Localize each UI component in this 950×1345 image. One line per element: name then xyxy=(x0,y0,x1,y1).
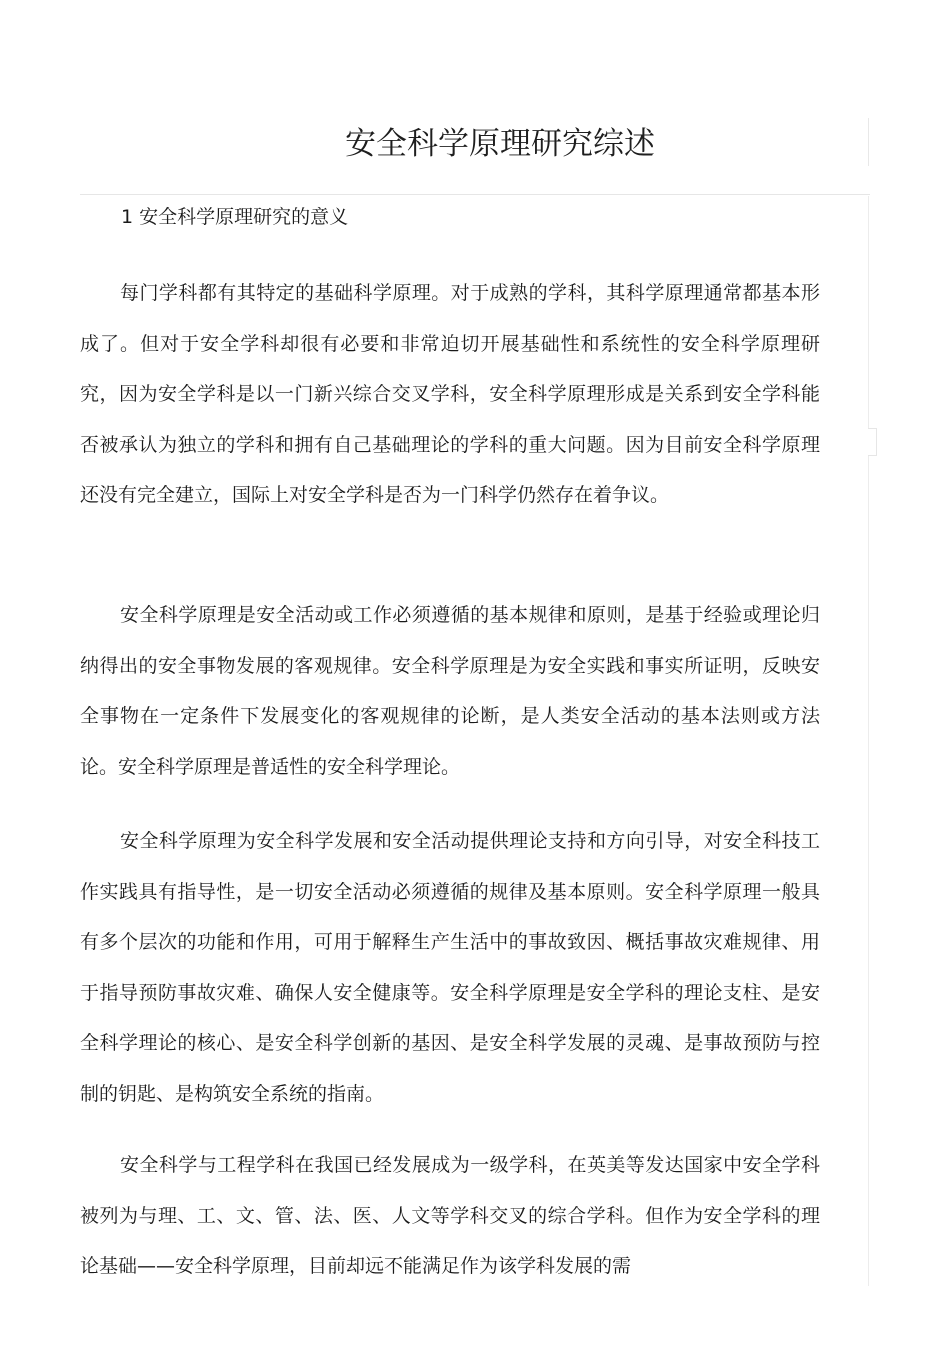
header-divider xyxy=(80,194,870,195)
paragraph-3: 安全科学原理为安全科学发展和安全活动提供理论支持和方向引导，对安全科技工作实践具有指导性，是一切安全活动必须遵循的规律及基本原则。安全科学原理一般具有多个层次的功能和作用，可用于解释生产生活中的事故致因、概括事故灾难规律、用于指导预防事故灾难、确保人安全健康等。安全科学原理是安全学科的理论支柱、是安全科学理论的核心、是安全科学创新的基因、是安全科学发展的灵魂、是事故预防与控制的钥匙、是构筑安全系统的指南。 xyxy=(80,830,820,1105)
page-edge-notch xyxy=(868,428,877,456)
paragraph-1: 每门学科都有其特定的基础科学原理。对于成熟的学科，其科学原理通常都基本形成了。但对于安全学科却很有必要和非常迫切开展基础性和系统性的安全科学原理研究，因为安全学科是以一门新兴综合交叉学科，安全科学原理形成是关系到安全学科能否被承认为独立的学科和拥有自己基础理论的学科的重大问题。因为目前安全科学原理还没有完全建立，国际上对安全学科是否为一门科学仍然存在着争议。 xyxy=(80,282,820,506)
document-title: 安全科学原理研究综述 xyxy=(345,126,655,162)
page-edge-line xyxy=(868,196,869,1286)
paragraph-2: 安全科学原理是安全活动或工作必须遵循的基本规律和原则，是基于经验或理论归纳得出的安全事物发展的客观规律。安全科学原理是为安全实践和事实所证明，反映安全事物在一定条件下发展变化的客观规律的论断，是人类安全活动的基本法则或方法论。安全科学原理是普适性的安全科学理论。 xyxy=(80,604,820,778)
paragraph-4: 安全科学与工程学科在我国已经发展成为一级学科，在英美等发达国家中安全学科被列为与理、工、文、管、法、医、人文等学科交叉的综合学科。但作为安全学科的理论基础——安全科学原理，目前却远不能满足作为该学科发展的需 xyxy=(80,1154,820,1277)
section-heading: 1 安全科学原理研究的意义 xyxy=(121,206,349,228)
